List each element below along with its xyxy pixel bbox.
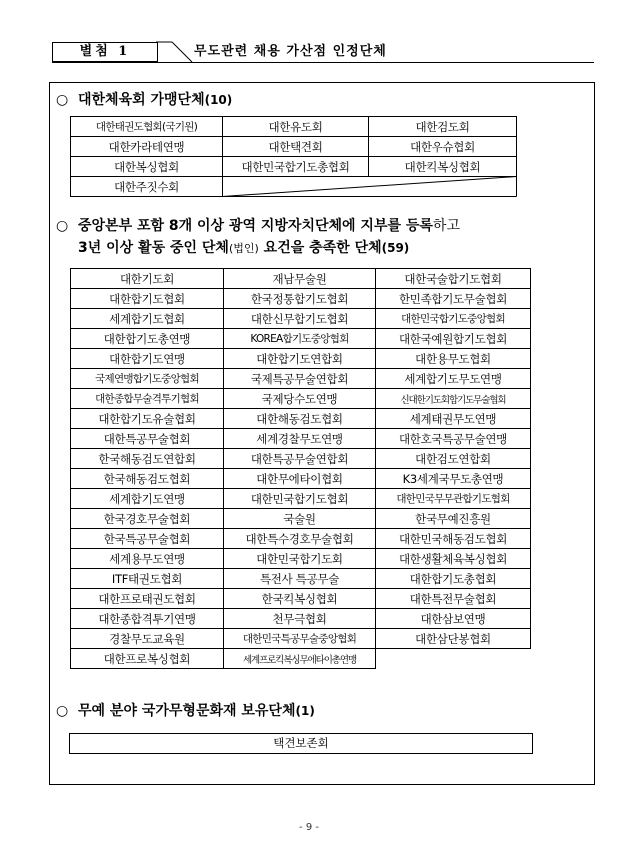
section2-heading [56, 215, 460, 260]
section2-row [71, 429, 531, 449]
section1-cell: 대한우슈협회 [369, 137, 517, 157]
section2-row [71, 269, 531, 289]
section1-cell: 대한택견회 [223, 137, 369, 157]
section2-cell: 한국정통합기도협회 [224, 289, 376, 309]
section1-row [71, 177, 517, 197]
section2-table [70, 268, 531, 669]
section2-cell: ITF태권도협회 [71, 569, 224, 589]
section2-cell: 대한삼보연맹 [376, 609, 531, 629]
section2-cell: 대한종합무술격투기협회 [71, 389, 224, 409]
section2-cell: 대한생활체육복싱협회 [376, 549, 531, 569]
section2-cell: 대한기도회 [71, 269, 224, 289]
section2-bullet: ○ [56, 218, 69, 234]
section2-row [71, 329, 531, 349]
section2-row [71, 469, 531, 489]
section1-cell: 대한검도회 [369, 117, 517, 137]
section1-bullet: ○ [56, 92, 69, 108]
section1-title: 대한체육회 가맹단체 [78, 92, 205, 108]
section2-title-light: 하고 [432, 218, 460, 234]
section2-cell: 한국킥복싱협회 [224, 589, 376, 609]
page-number: - 9 - [299, 822, 319, 833]
section2-row [71, 529, 531, 549]
section2-row [71, 349, 531, 369]
section2-cell: 대한해동검도협회 [224, 409, 376, 429]
section2-cell: 대한호국특공무술연맹 [376, 429, 531, 449]
section2-cell: 대한특공무술연합회 [224, 449, 376, 469]
attachment-label: 별첨 1 [52, 42, 158, 62]
section3-item: 택견보존회 [69, 733, 533, 754]
section2-cell: 대한합기도총협회 [376, 569, 531, 589]
section2-cell: 대한삼단봉협회 [376, 629, 531, 649]
section2-cell: 특전사 특공무술 [224, 569, 376, 589]
section2-title-part1: 중앙본부 포함 8개 이상 광역 지방자치단체에 지부를 등록 [78, 218, 433, 234]
section1-cell: 대한태권도협회(국기원) [71, 117, 223, 137]
section2-cell: 국술원 [224, 509, 376, 529]
section2-cell: 대한합기도연맹 [71, 349, 224, 369]
section2-cell: 국제특공무술연합회 [224, 369, 376, 389]
section2-row [71, 649, 531, 669]
section2-cell: 대한민국해동검도협회 [376, 529, 531, 549]
section1-cell: 대한민국합기도총협회 [223, 157, 369, 177]
section1-cell: 대한카라테연맹 [71, 137, 223, 157]
section2-row [71, 609, 531, 629]
document-title: 무도관련 채용 가산점 인정단체 [194, 44, 387, 59]
section2-cell: 한국무예진흥원 [376, 509, 531, 529]
section2-row [71, 389, 531, 409]
section2-empty-cell [376, 649, 531, 669]
section2-cell: 대한프로복싱협회 [71, 649, 224, 669]
section2-cell: 세계용무도연맹 [71, 549, 224, 569]
section2-cell: 대한신무합기도협회 [224, 309, 376, 329]
section2-row [71, 509, 531, 529]
section2-cell: 대한민국합기도협회 [224, 489, 376, 509]
section2-row [71, 549, 531, 569]
section2-cell: 대한특수경호무술협회 [224, 529, 376, 549]
section2-cell: 대한종합격투기연맹 [71, 609, 224, 629]
section2-cell: 대한프로태권도협회 [71, 589, 224, 609]
section2-row [71, 589, 531, 609]
attachment-tab-shape [156, 41, 196, 63]
section2-cell: 대한민국무무관합기도협회 [376, 489, 531, 509]
section2-cell: 대한민국합기도중앙협회 [376, 309, 531, 329]
section2-cell: 세계프로킥복싱무에타이총연맹 [224, 649, 376, 669]
section2-cell: 대한합기도유술협회 [71, 409, 224, 429]
section2-row [71, 629, 531, 649]
section2-cell: 대한민국합기도회 [224, 549, 376, 569]
section2-row [71, 569, 531, 589]
section2-cell: 한국특공무술협회 [71, 529, 224, 549]
section1-cell: 대한주짓수회 [71, 177, 223, 197]
section2-row [71, 409, 531, 429]
section2-row [71, 309, 531, 329]
section2-cell: 대한검도연합회 [376, 449, 531, 469]
section2-cell: 세계합기도무도연맹 [376, 369, 531, 389]
section2-row [71, 369, 531, 389]
section2-row [71, 449, 531, 469]
section2-cell: KOREA합기도중앙협회 [224, 329, 376, 349]
section2-cell: 대한합기도협회 [71, 289, 224, 309]
section2-cell: 대한민국특공무술중앙협회 [224, 629, 376, 649]
section2-cell: 세계합기도협회 [71, 309, 224, 329]
section1-row [71, 137, 517, 157]
section2-title-part2: 3년 이상 활동 중인 단체 [78, 240, 229, 256]
section2-cell: 세계태권무도연맹 [376, 409, 531, 429]
section1-cell: 대한유도회 [223, 117, 369, 137]
section2-cell: 대한특공무술협회 [71, 429, 224, 449]
section2-cell: 한국경호무술협회 [71, 509, 224, 529]
section2-cell: 세계합기도연맹 [71, 489, 224, 509]
section1-row [71, 157, 517, 177]
section2-cell: 대한용무도협회 [376, 349, 531, 369]
section2-cell: 대한국술합기도협회 [376, 269, 531, 289]
section2-cell: 신대한기도회합기도무술협회 [376, 389, 531, 409]
section2-cell: 한국해동검도연합회 [71, 449, 224, 469]
section2-row [71, 489, 531, 509]
section2-cell: 한민족합기도무술협회 [376, 289, 531, 309]
section1-cell: 대한킥복싱협회 [369, 157, 517, 177]
section2-cell: 재남무술원 [224, 269, 376, 289]
section2-cell: K3세계국무도총연맹 [376, 469, 531, 489]
section2-title-part3: 요건을 충족한 단체 [258, 240, 382, 256]
section2-cell: 세계경찰무도연맹 [224, 429, 376, 449]
section3-bullet: ○ [56, 703, 69, 719]
section1-count: (10) [204, 93, 233, 107]
section2-title-paren: (법인) [228, 242, 259, 255]
section1-table [70, 116, 517, 197]
section2-count: (59) [381, 241, 410, 255]
section2-cell: 대한합기도연합회 [224, 349, 376, 369]
section2-cell: 국제연맹합기도중앙협회 [71, 369, 224, 389]
section1-row [71, 117, 517, 137]
section2-cell: 국제당수도연맹 [224, 389, 376, 409]
section1-empty-cell [223, 177, 369, 197]
section2-cell: 대한국예원합기도협회 [376, 329, 531, 349]
section1-heading [56, 89, 232, 111]
section3-title: 무예 분야 국가무형문화재 보유단체 [78, 703, 296, 719]
section3-heading [56, 700, 315, 722]
section3-count: (1) [295, 704, 315, 718]
section2-cell: 대한무에타이협회 [224, 469, 376, 489]
section2-cell: 대한합기도총연맹 [71, 329, 224, 349]
section2-cell: 천무극협회 [224, 609, 376, 629]
section2-cell: 한국해동검도협회 [71, 469, 224, 489]
section1-empty-cell [369, 177, 517, 197]
header-rule [52, 62, 594, 63]
section1-cell: 대한복싱협회 [71, 157, 223, 177]
section2-row [71, 289, 531, 309]
section2-cell: 경찰무도교육원 [71, 629, 224, 649]
section2-cell: 대한특전무술협회 [376, 589, 531, 609]
